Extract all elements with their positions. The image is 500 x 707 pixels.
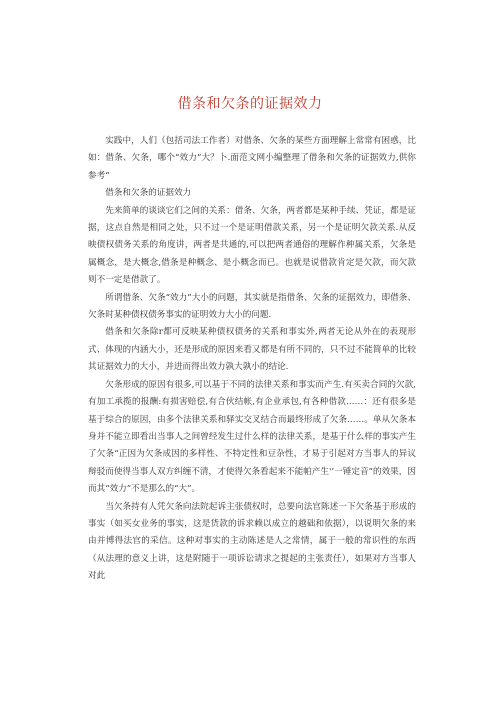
paragraph-relationship: 先来简单的谈谈它们之间的关系：借条、欠条，两者都是某种手续、凭证，都是证据，这点自然是相同之处，只不过一个是证明借款关系，另一个是证明欠款关系.从反映债权债务关系的角度讲，两者是共通的,可以把两者通俗的理解作种属关系，欠条是属概念，是大概念,借条是种概念、是小概念而已。也就是说借款肯定是欠款，而欠款则不一定是借款了。 <box>88 205 416 286</box>
document-body <box>88 133 416 586</box>
document-title: 借条和欠条的证据效力 <box>177 96 323 112</box>
paragraph-differences: 借条和欠条除r都可反映某种债权债务的关系和事实外,两者无论从外在的表现形式、体现的内涵大小，还是形成的原因来看又都是有所不同的，只不过不能简单的比较其证据效力的大小，并进而得出效力孰大孰小的结论. <box>88 327 416 373</box>
paragraph-iou-causes: 欠条形成的原因有很多,可以基于不同的法律关系和事实而产生.有买卖合同的欠款,有加工承揽的报酬:有损害赔偿,有合伙结帐,有企业承包,有各种借款……：还有很多是基于综合的原因，由多个法律关系和驿实交叉结合而最终形成了欠条……。单从欠条本身并不能立即看出当事人之间曾经发生过什么样的法律关系，是基于什么样的事实产生了欠条“正因为欠条成因的多样性、不特定性和豆杂性，才易于引起对方当事人的异议辩驳而使得当事人双方纠缠不清，才使得欠条看起来不能帕产生'’一锤定音”的效果，因而其“效力”不是那么的“大”。 <box>88 379 416 495</box>
paragraph-lawsuit: 当欠条持有人凭欠条向法院起诉主张债权时，总要向法官陈述一下欠条基于形成的事实（如买女业务的事实，这是货款的诉求赖以成立的越础和依据），以说明欠条的来由并博得法官的采信。这种对事实的主动陈述是人之常情，属于一般的常识性的东西（从法理的意义上讲，这是附随于一项诉讼请求之提起的主张责任），如果对方当事人对此 <box>88 501 416 582</box>
paragraph-intro: 实践中，人们（包括司法工作者）对借条、欠条的某些方面理解上常常有困惑，比如：借条、欠条，哪个“效力”大？卜.面范文网小编整理了借条和欠条的证据效力,供你参考“ <box>88 136 416 181</box>
paragraph-effect-size: 所谓借条、欠条“效力”大小的问题，其实就是指借条、欠条的证据效力，即借条、欠条时某种债权债务事实的证明效力大小的问题. <box>88 292 416 321</box>
paragraph-subheading: 借条和欠条的证据效力 <box>105 188 192 199</box>
